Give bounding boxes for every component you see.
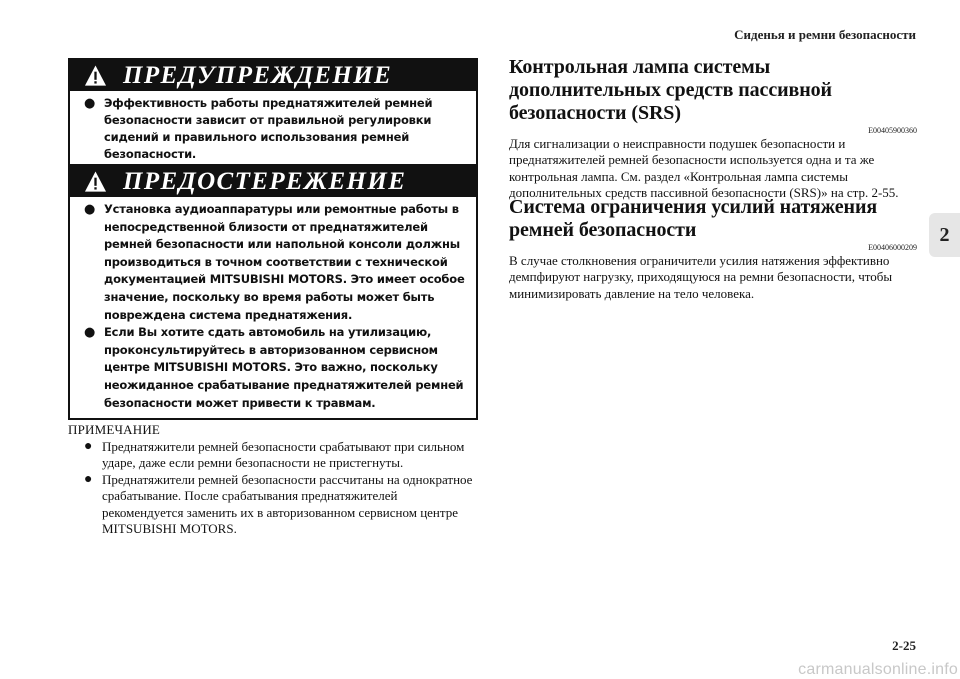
section-heading: Контрольная лампа системы дополнительных средств пассивной безопасности (SRS) <box>509 56 832 124</box>
watermark: carmanualsonline.info <box>798 661 958 678</box>
section-code: E00405900360 <box>868 126 917 135</box>
force-limiter-section <box>509 196 917 302</box>
note-label: ПРИМЕЧАНИЕ <box>68 422 161 437</box>
bullet-icon: ● <box>84 438 93 454</box>
bullet-icon: ● <box>84 202 96 217</box>
caution-title: ПРЕДОСТЕРЕЖЕНИЕ <box>123 168 407 195</box>
caution-box-header <box>70 166 476 197</box>
note-item: ● Преднатяжители ремней безопасности срабатывают при сильном ударе, даже если ремни безопасности не пристегнуты. <box>84 438 465 470</box>
warning-triangle-icon <box>84 64 107 87</box>
section-text: В случае столкновения ограничители усилия натяжения эффективно демпфируют нагрузку, приходящуюся на ремни безопасности, чтобы минимизировать давление на тело человека. <box>509 253 893 301</box>
running-header: Сиденья и ремни безопасности <box>734 27 916 42</box>
caution-bullet: ● Если Вы хотите сдать автомобиль на утилизацию, проконсультируйтесь в авторизованном сервисном центре MITSUBISHI MOTORS. Это важно, поскольку неожиданное срабатывание преднатяжителей ремней безопасности может привести к травмам. <box>84 325 464 410</box>
warning-title: ПРЕДУПРЕЖДЕНИЕ <box>123 62 393 89</box>
section-heading: Система ограничения усилий натяжения ремней безопасности <box>509 196 878 241</box>
note-item: ● Преднатяжители ремней безопасности рассчитаны на однократное срабатывание. После срабатывания преднатяжителей рекомендуется заменить их в авторизованном сервисном центре MITSUBISHI MOTORS. <box>84 471 473 536</box>
warning-bullet: ● Эффективность работы преднатяжителей ремней безопасности зависит от правильной регулировки сидений и правильного использования ремней безопасности. <box>84 96 433 161</box>
warning-box-header <box>70 60 476 91</box>
caution-bullet: ● Установка аудиоаппаратуры или ремонтные работы в непосредственной близости от преднатяжителей ремней безопасности или напольной консоли должны производиться в точном соответствии с технической документацией MITSUBISHI MOTORS. Это имеет особое значение, поскольку во время работы может быть повреждена система преднатяжения. <box>84 202 465 322</box>
note-block <box>68 422 480 538</box>
section-code: E00406000209 <box>868 243 917 252</box>
caution-box <box>68 164 478 420</box>
bullet-icon: ● <box>84 471 93 487</box>
bullet-icon: ● <box>84 325 96 341</box>
warning-triangle-icon <box>84 170 107 193</box>
chapter-tab: 2 <box>929 213 960 257</box>
srs-lamp-section <box>509 56 917 201</box>
bullet-icon: ● <box>84 96 96 111</box>
page-number: 2-25 <box>892 638 916 653</box>
section-text: Для сигнализации о неисправности подушек безопасности и преднатяжителей ремней безопасности используется одна и та же контрольная лампа. См. раздел «Контрольная лампа системы дополнительных средств пассивной безопасности (SRS)» на стр. 2-55. <box>509 136 899 200</box>
warning-box <box>68 58 478 171</box>
